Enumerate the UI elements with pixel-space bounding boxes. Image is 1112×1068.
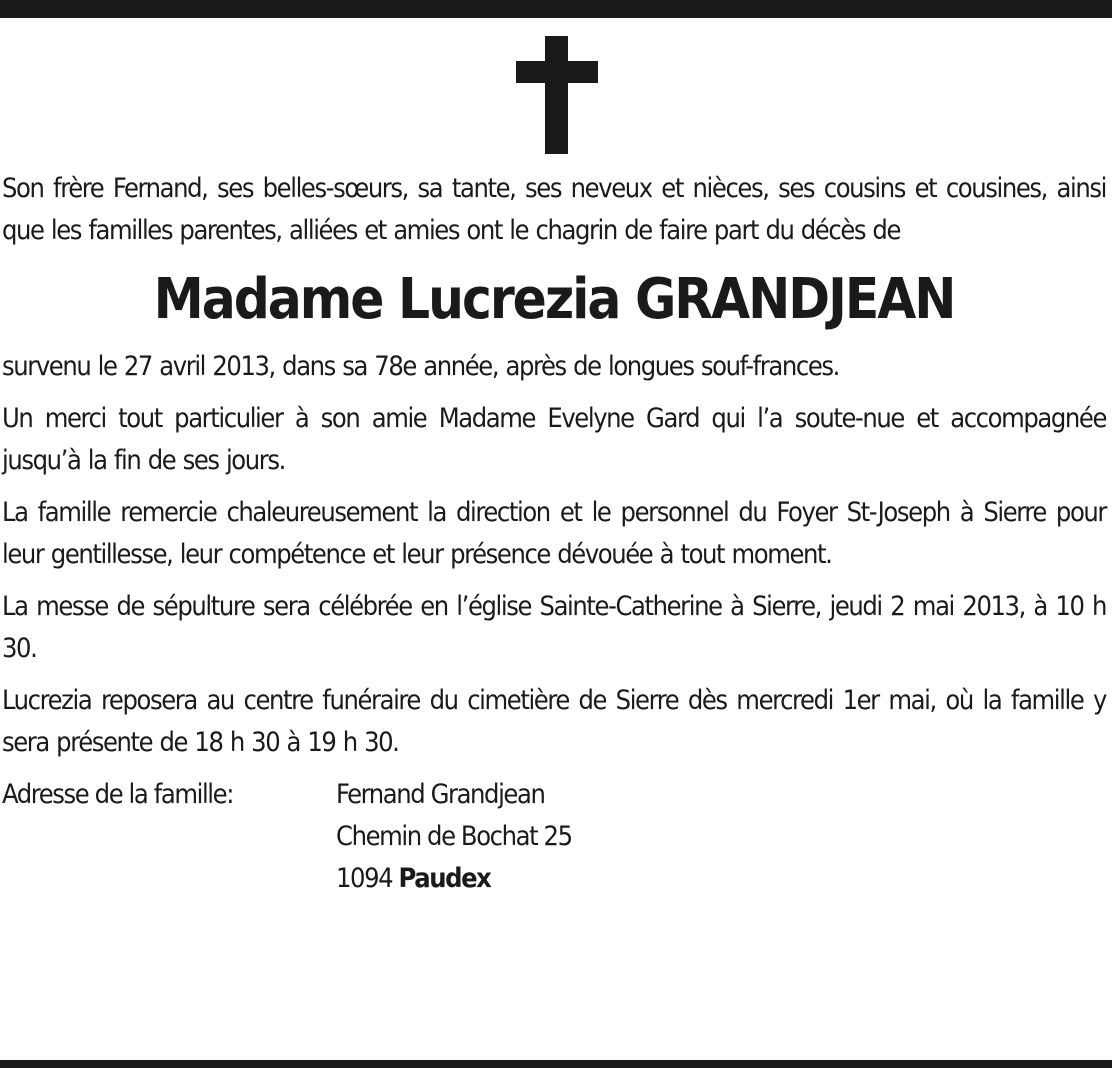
death-paragraph: survenu le 27 avril 2013, dans sa 78e année, après de longues souf-frances. <box>2 351 839 382</box>
address-postcode: 1094 <box>336 863 393 894</box>
address-lines <box>336 774 572 900</box>
top-border-rule <box>0 0 1112 18</box>
thanks-friend-paragraph: Un merci tout particulier à son amie Madame Evelyne Gard qui l’a soute-nue et accompagnée jusqu’à la fin de ses jours. <box>2 403 1106 476</box>
address-label: Adresse de la famille: <box>2 779 233 810</box>
intro-paragraph: Son frère Fernand, ses belles-sœurs, sa tante, ses neveux et nièces, ses cousins et cousines, ainsi que les familles parentes, alliées et amies ont le chagrin de faire part du décès de <box>2 173 1106 246</box>
thanks-foyer-paragraph: La famille remercie chaleureusement la direction et le personnel du Foyer St-Joseph à Sierre pour leur gentillesse, leur compétence et leur présence dévouée à tout moment. <box>2 497 1106 570</box>
address-city: Paudex <box>398 863 491 894</box>
viewing-paragraph: Lucrezia reposera au centre funéraire du cimetière de Sierre dès mercredi 1er mai, où la famille y sera présente de 18 h 30 à 19 h 30. <box>2 685 1106 758</box>
address-line-street: Chemin de Bochat 25 <box>336 821 572 852</box>
address-line-name: Fernand Grandjean <box>336 779 545 810</box>
bottom-border-rule <box>0 1060 1112 1068</box>
cross-icon <box>516 36 598 154</box>
mass-paragraph: La messe de sépulture sera célébrée en l’église Sainte-Catherine à Sierre, jeudi 2 mai 2013, à 10 h 30. <box>2 591 1106 664</box>
family-address <box>2 774 1106 900</box>
address-line-city <box>336 858 572 900</box>
deceased-name: Madame Lucrezia GRANDJEAN <box>153 267 955 332</box>
obituary-notice <box>2 168 1106 900</box>
